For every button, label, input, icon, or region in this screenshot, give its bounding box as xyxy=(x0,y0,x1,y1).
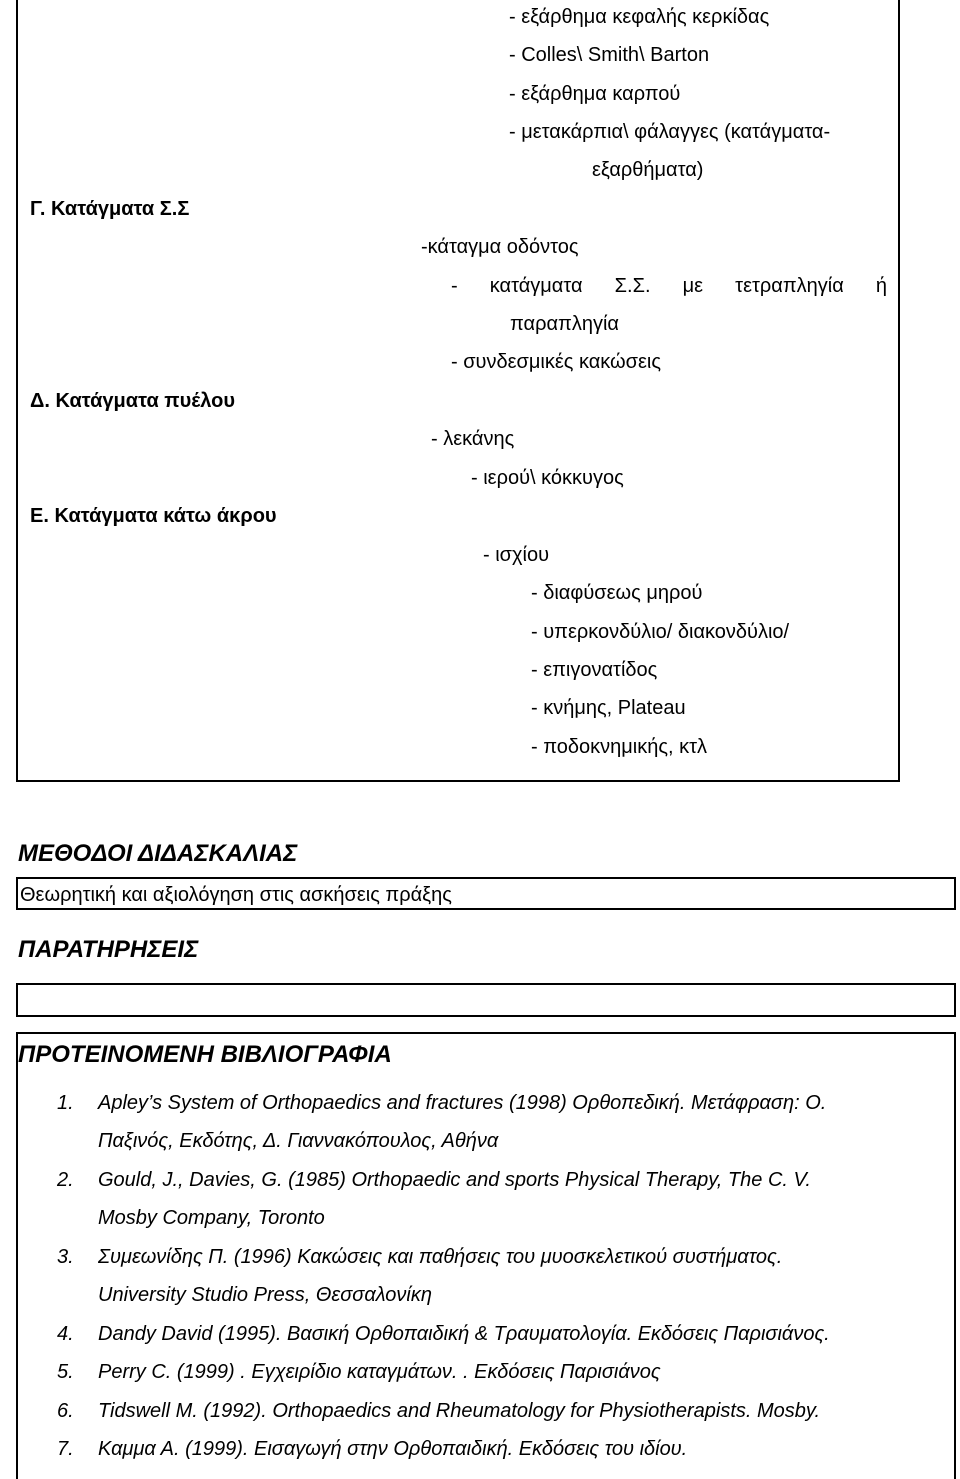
list-item: παραπληγία xyxy=(510,313,619,335)
bib-entry: Καμμα Α. (1999). Εισαγωγή στην Ορθοπαιδική. Εκδόσεις του ιδίου. xyxy=(98,1438,688,1460)
bib-entry: Συμεωνίδης Π. (1996) Κακώσεις και παθήσεις του μυοσκελετικού συστήματος. xyxy=(98,1246,783,1268)
methods-heading: ΜΕΘΟΔΟΙ ΔΙΔΑΣΚΑΛΙΑΣ xyxy=(18,840,298,867)
bib-entry: Gould, J., Davies, G. (1985) Orthopaedic and sports Physical Therapy, The C. V. xyxy=(98,1169,811,1191)
list-item: - ποδοκνημικής, κτλ xyxy=(531,736,707,758)
list-item: - λεκάνης xyxy=(431,428,515,450)
bib-number: 4. xyxy=(57,1323,74,1345)
bib-entry: Dandy David (1995). Βασική Ορθοπαιδική & Τραυματολογία. Εκδόσεις Παρισιάνος. xyxy=(98,1323,830,1345)
list-item: - Colles\ Smith\ Barton xyxy=(509,44,710,66)
bib-entry: Apley’s System of Orthopaedics and fractures (1998) Ορθοπεδική. Μετάφραση: Ο. xyxy=(98,1092,827,1114)
bib-entry-cont: Mosby Company, Toronto xyxy=(98,1207,325,1229)
remarks-box xyxy=(16,983,956,1017)
remarks-heading: ΠΑΡΑΤΗΡΗΣΕΙΣ xyxy=(18,936,199,963)
list-item: - εξάρθημα καρπού xyxy=(509,83,681,105)
bib-entry-cont: Παξινός, Εκδότης, Δ. Γιαννακόπουλος, Αθήνα xyxy=(98,1130,499,1152)
bibliography-heading: ΠΡΟΤΕΙΝΟΜΕΝΗ ΒΙΒΛΙΟΓΡΑΦΙΑ xyxy=(18,1041,392,1068)
section-label-pelvis: Δ. Κατάγματα πυέλου xyxy=(30,390,236,412)
section-label-spine: Γ. Κατάγματα Σ.Σ xyxy=(30,198,190,220)
list-item: -κάταγμα οδόντος xyxy=(421,236,579,258)
list-item: - ιερού\ κόκκυγος xyxy=(471,467,624,489)
bib-number: 6. xyxy=(57,1400,74,1422)
bib-entry-cont: University Studio Press, Θεσσαλονίκη xyxy=(98,1284,432,1306)
list-item: - κατάγματα Σ.Σ. με τετραπληγία ή xyxy=(451,275,887,297)
bib-number: 5. xyxy=(57,1361,74,1383)
list-item: εξαρθήματα) xyxy=(592,159,704,181)
list-item: - ισχίου xyxy=(483,544,550,566)
bib-number: 7. xyxy=(57,1438,74,1460)
bib-entry: Perry C. (1999) . Εγχειρίδιο καταγμάτων. . Εκδόσεις Παρισιάνος xyxy=(98,1361,661,1383)
methods-box xyxy=(16,877,956,910)
list-item: - επιγονατίδος xyxy=(531,659,658,681)
bib-number: 2. xyxy=(57,1169,74,1191)
bib-number: 1. xyxy=(57,1092,74,1114)
bib-number: 3. xyxy=(57,1246,74,1268)
list-item: - υπερκονδύλιο/ διακονδύλιο/ xyxy=(531,621,790,643)
list-item: - διαφύσεως μηρού xyxy=(531,582,703,604)
list-item: - κνήμης, Plateau xyxy=(531,697,686,719)
bib-entry: Tidswell M. (1992). Orthopaedics and Rheumatology for Physiotherapists. Mosby. xyxy=(98,1400,821,1422)
list-item: - συνδεσμικές κακώσεις xyxy=(451,351,661,373)
section-label-lower-limb: Ε. Κατάγματα κάτω άκρου xyxy=(30,505,277,527)
list-item: - εξάρθημα κεφαλής κερκίδας xyxy=(509,6,770,28)
list-item: - μετακάρπια\ φάλαγγες (κατάγματα- xyxy=(509,121,831,143)
methods-text: Θεωρητική και αξιολόγηση στις ασκήσεις πράξης xyxy=(20,884,452,906)
